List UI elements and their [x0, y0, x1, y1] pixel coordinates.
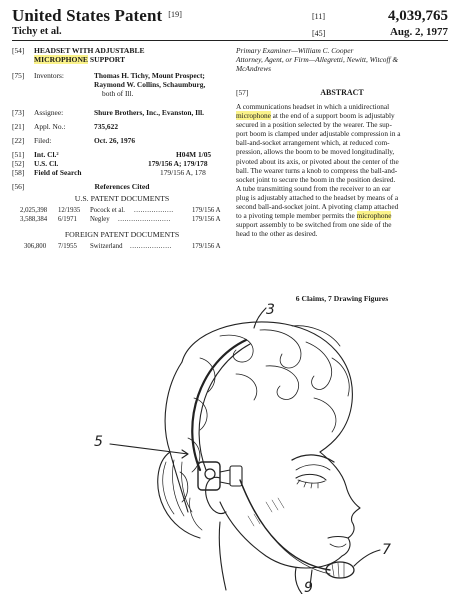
highlight-microphone: microphone: [356, 211, 392, 221]
abstract-line: plug is adjustably attached to the headset by means of a: [236, 192, 399, 202]
patent-header-title: [12, 6, 182, 26]
search-value: 179/156 A, 178: [160, 168, 206, 177]
header-rule: [12, 40, 448, 41]
header-title-code: [19]: [168, 10, 182, 19]
abstract-code: [57]: [236, 88, 249, 97]
inventors-value: Thomas H. Tichy, Mount Prospect; Raymond W. Collins, Schaumburg, both of Ill.: [94, 71, 206, 98]
abstract-body: [236, 102, 448, 238]
us-docs-heading: U.S. PATENT DOCUMENTS: [74, 194, 170, 203]
highlight-microphone: MICROPHONE: [34, 55, 88, 64]
eyebrow: [292, 455, 334, 462]
eye: [296, 474, 326, 480]
primary-examiner: Primary Examiner—William C. Cooper: [236, 46, 354, 55]
abstract-line: A tube transmitting sound from the receiver to an ear: [236, 183, 391, 193]
appl-value: 735,622: [94, 122, 119, 131]
face-profile: [220, 452, 360, 568]
refs-heading: References Cited: [94, 182, 150, 191]
assignee-code: [73]: [12, 108, 25, 117]
intcl-code: [51]: [12, 150, 25, 159]
abstract-line: support assembly to be switched from one side of the: [236, 220, 392, 230]
ref-numeral-7: 7: [382, 542, 391, 558]
abstract-line: head to the other as desired.: [236, 229, 318, 239]
abstract-line: microphone at the end of a support boom is adjustably: [236, 111, 395, 121]
hair-lower: [158, 452, 200, 538]
examiner-block: [236, 46, 448, 74]
filed-code: [22]: [12, 136, 25, 145]
abstract-line: ball. The wearer turns a knob to compress the ball-and-: [236, 165, 398, 175]
leader-7: [354, 550, 380, 566]
ref-numeral-9: 9: [304, 580, 313, 594]
intcl-value: H04M 1/05: [176, 150, 212, 159]
patent-date: Aug. 2, 1977: [389, 26, 448, 38]
intcl-label: Int. Cl.²: [34, 150, 59, 159]
uscl-label: U.S. Cl.: [34, 159, 59, 168]
patent-title-line2: MICROPHONE SUPPORT: [34, 55, 126, 64]
attorney-line2: McAndrews: [236, 64, 272, 74]
cheek-shading: [248, 498, 284, 526]
abstract-line: socket joint to secure the boom in the position desired.: [236, 174, 396, 184]
header-title-text: United States Patent: [12, 6, 163, 25]
inventors-code: [75]: [12, 71, 25, 80]
lips: [328, 537, 348, 539]
neck: [219, 522, 226, 590]
abstract-line: A communications headset in which a unidirectional: [236, 102, 390, 111]
abstract-line: ball-and-socket arrangement which, at reduced com-: [236, 138, 390, 148]
headset-drawing: [70, 302, 400, 594]
hair-outline: [182, 322, 352, 452]
ref-numeral-5: 5: [94, 434, 103, 450]
title-field-code: [54]: [12, 46, 25, 55]
header-inventor-short: Tichy et al.: [12, 26, 62, 37]
patent-number-code: [11]: [312, 12, 326, 21]
abstract-heading: ABSTRACT: [320, 88, 364, 97]
leader-5: [110, 444, 188, 454]
uscl-code: [52]: [12, 159, 25, 168]
assignee-label: Assignee:: [34, 108, 64, 117]
abstract-line: pression, allows the boom to be moved longitudinally,: [236, 147, 395, 157]
appl-label: Appl. No.:: [34, 122, 66, 131]
claims-summary: 6 Claims, 7 Drawing Figures: [295, 294, 389, 303]
abstract-line: to a pivoting temple member permits the microphone: [236, 211, 392, 221]
attorney-line1: Attorney, Agent, or Firm—Allegretti, Newitt, Witcoff &: [236, 55, 399, 65]
appl-code: [21]: [12, 122, 25, 131]
foreign-docs-heading: FOREIGN PATENT DOCUMENTS: [64, 230, 180, 239]
abstract-line: second ball-and-socket joint. A pivoting clamp attached: [236, 202, 399, 212]
inventors-label: Inventors:: [34, 71, 64, 80]
search-code: [58]: [12, 168, 25, 177]
abstract-line: port boom is clamped under adjustable compression in a: [236, 129, 401, 139]
earpiece: [198, 462, 220, 490]
highlight-microphone: microphone: [236, 111, 271, 121]
leader-3: [254, 308, 266, 328]
bibliographic-fields: [54] HEADSET WITH ADJUSTABLE MICROPHONE SUPPORT [75] Inventors: Thomas H. Tichy, Mount Prospect; Raymond W. Collins, Schaumburg, both of Ill. [73] Assignee: Shure Brothers, Inc., Evanston, Ill. [21] Appl. No.: 735,622 [22] Filed: Oct. 26, 1976 [51] Int. Cl.² H04M 1/05 [52] U.S. Cl. 179/156 A; 179/178 [58] Field of Search 179/156 A, 178 [56] References Cited U.S. PATENT DOCUMENTS 2,025,398 12/1935 Pocock et al. .................. 179/156 A 3,588,384 6/1971 Negley ........................ 179/156 A FOREIGN PATENT DOCUMENTS 306,800 7/1955 Switzerland ................... 179/156 A: [0, 46, 232, 296]
assignee-value: Shure Brothers, Inc., Evanston, Ill.: [94, 108, 204, 117]
patent-title: [34, 46, 145, 64]
filed-value: Oct. 26, 1976: [94, 136, 136, 145]
hair-back: [165, 362, 188, 512]
abstract-line: pivoted about its axis, or pivoted about the center of the: [236, 156, 399, 166]
search-label: Field of Search: [34, 168, 82, 177]
uscl-value: 179/156 A; 179/178: [148, 159, 208, 168]
ref-numeral-3: 3: [266, 302, 275, 318]
refs-code: [56]: [12, 182, 25, 191]
filed-label: Filed:: [34, 136, 52, 145]
abstract-line: secured in a position selected by the wearer. The sup-: [236, 120, 392, 130]
patent-number: 4,039,765: [388, 8, 448, 24]
patent-date-code: [45]: [312, 29, 326, 38]
patent-title-line1: HEADSET WITH ADJUSTABLE: [34, 46, 145, 55]
